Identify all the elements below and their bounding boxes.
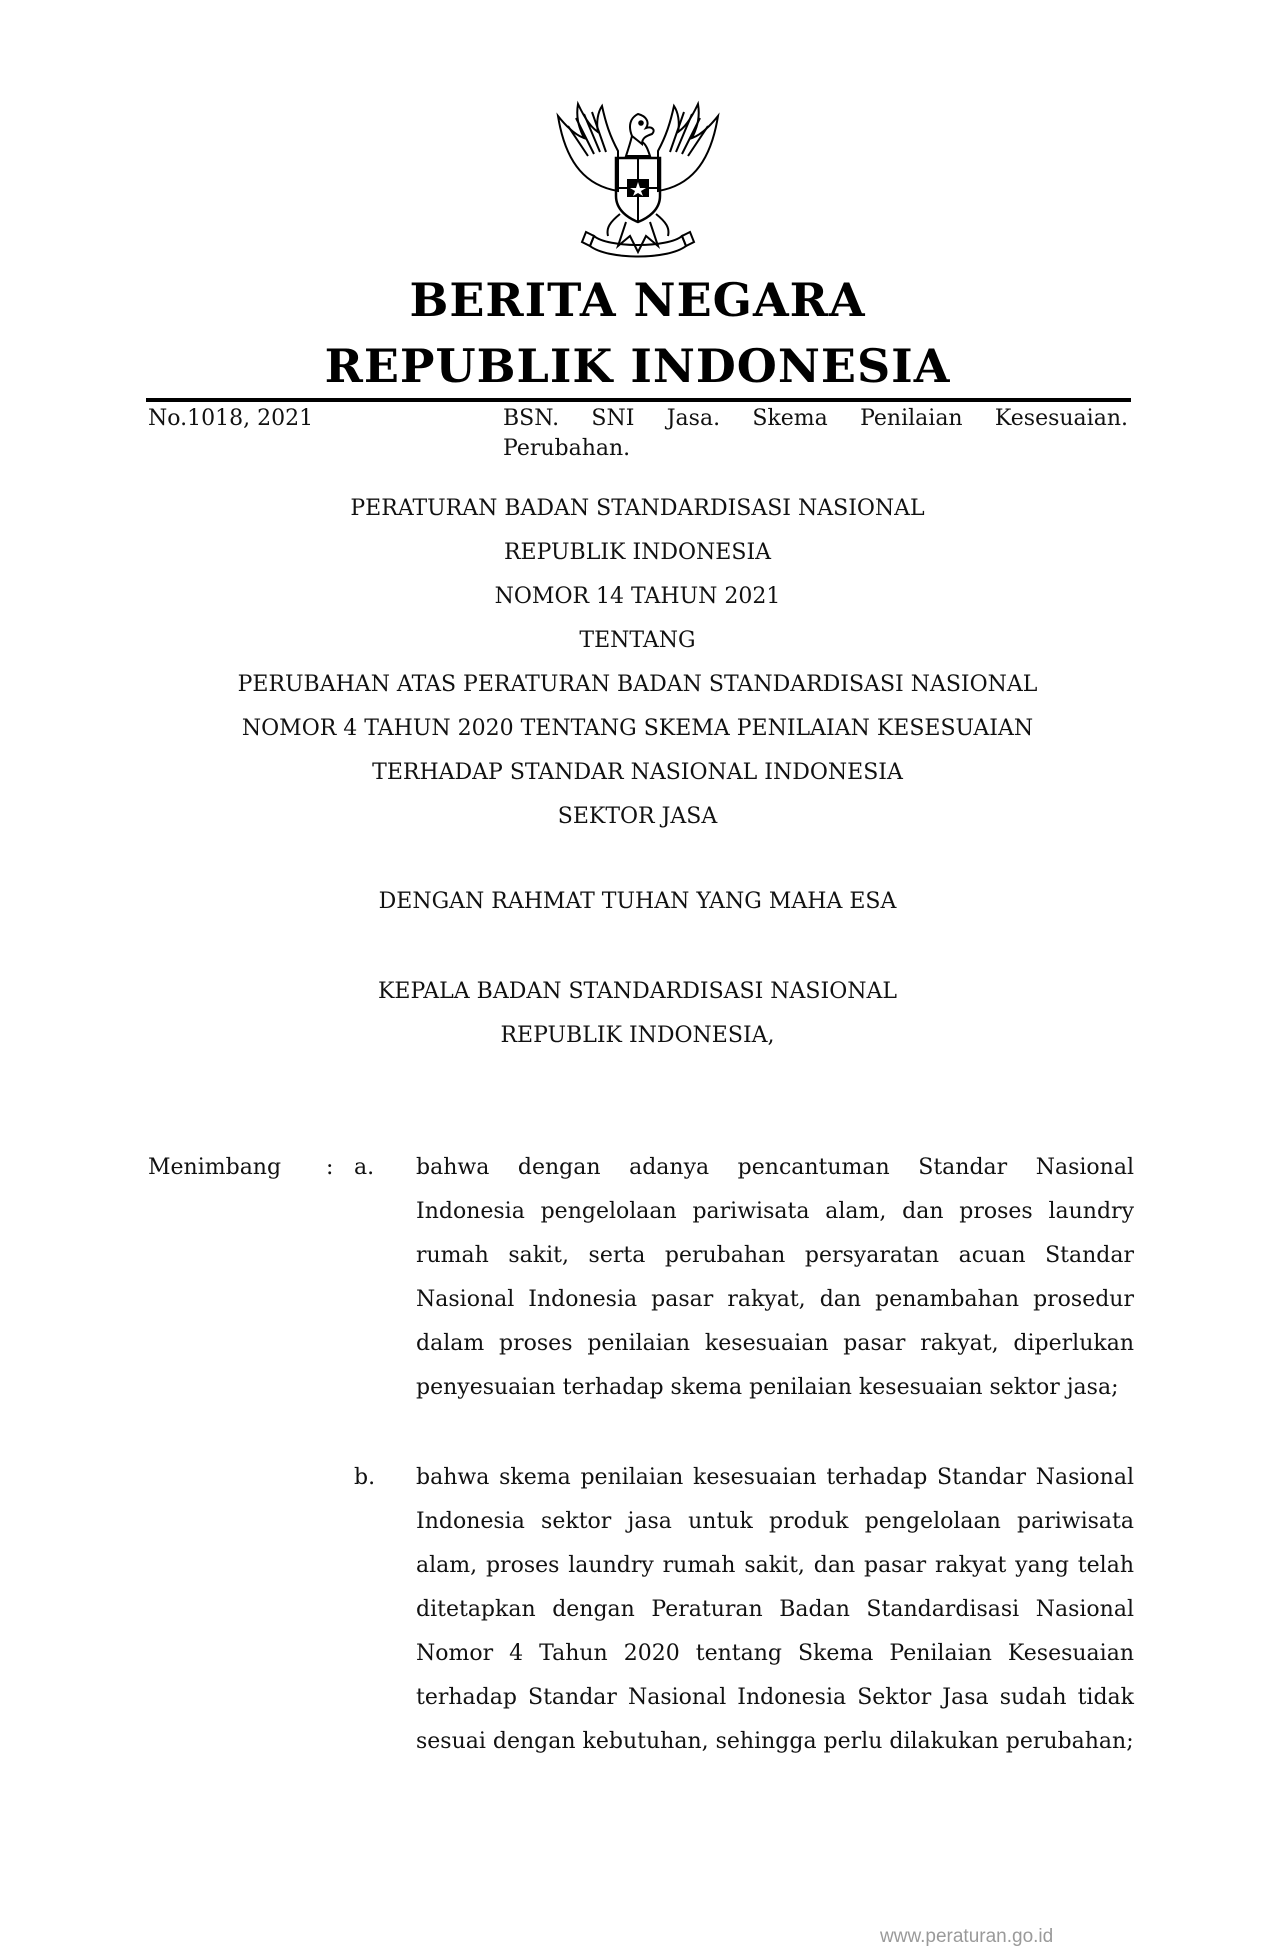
title-line: NOMOR 4 TAHUN 2020 TENTANG SKEMA PENILAIAN KESESUAIAN (241, 716, 1034, 741)
considering-colon: : (326, 1155, 334, 1180)
title-line: NOMOR 14 TAHUN 2021 (494, 584, 781, 609)
title-line: PERUBAHAN ATAS PERATURAN BADAN STANDARDISASI NASIONAL (237, 672, 1038, 697)
title-line: REPUBLIK INDONESIA (503, 540, 772, 565)
masthead-title-line1: BERITA NEGARA (409, 273, 866, 327)
item-text: bahwa dengan adanya pencantuman Standar Nasional Indonesia pengelolaan pariwisata alam, dan proses laundry rumah sakit, serta perubahan persyaratan acuan Standar Nasional Indonesia pasar rakyat, dan penambahan prosedur dalam proses penilaian kesesuaian pasar rakyat, diperlukan penyesuaian terhadap skema penilaian kesesuaian sektor jasa; (416, 1155, 1134, 1400)
invocation: DENGAN RAHMAT TUHAN YANG MAHA ESA (378, 889, 897, 914)
website-watermark: www.peraturan.go.id (880, 1926, 1054, 1947)
issue-subject-line1: BSN. SNI Jasa. Skema Penilaian Kesesuaian. (503, 406, 1128, 431)
masthead-title-line2: REPUBLIK INDONESIA (324, 339, 951, 393)
garuda-pancasila-emblem-icon (548, 96, 728, 266)
title-line: TERHADAP STANDAR NASIONAL INDONESIA (372, 760, 903, 785)
regulation-title (0, 487, 1275, 839)
item-letter: a. (354, 1155, 375, 1180)
title-line: PERATURAN BADAN STANDARDISASI NASIONAL (350, 496, 925, 521)
title-line: SEKTOR JASA (557, 804, 718, 829)
issuing-authority (0, 970, 1275, 1058)
issue-subject (503, 404, 1128, 464)
authority-line: REPUBLIK INDONESIA, (500, 1023, 775, 1048)
issue-subject-line2: Perubahan. (503, 436, 631, 461)
title-line: TENTANG (579, 628, 696, 653)
issue-number: No.1018, 2021 (148, 406, 314, 431)
considering-label: Menimbang (148, 1155, 282, 1180)
masthead-rule (146, 398, 1131, 402)
item-text: bahwa skema penilaian kesesuaian terhadap Standar Nasional Indonesia sektor jasa untuk produk pengelolaan pariwisata alam, proses laundry rumah sakit, dan pasar rakyat yang telah ditetapkan dengan Peraturan Badan Standardisasi Nasional Nomor 4 Tahun 2020 tentang Skema Penilaian Kesesuaian terhadap Standar Nasional Indonesia Sektor Jasa sudah tidak sesuai dengan kebutuhan, sehingga perlu dilakukan perubahan; (416, 1465, 1134, 1754)
item-letter: b. (354, 1465, 376, 1490)
authority-line: KEPALA BADAN STANDARDISASI NASIONAL (378, 979, 897, 1004)
